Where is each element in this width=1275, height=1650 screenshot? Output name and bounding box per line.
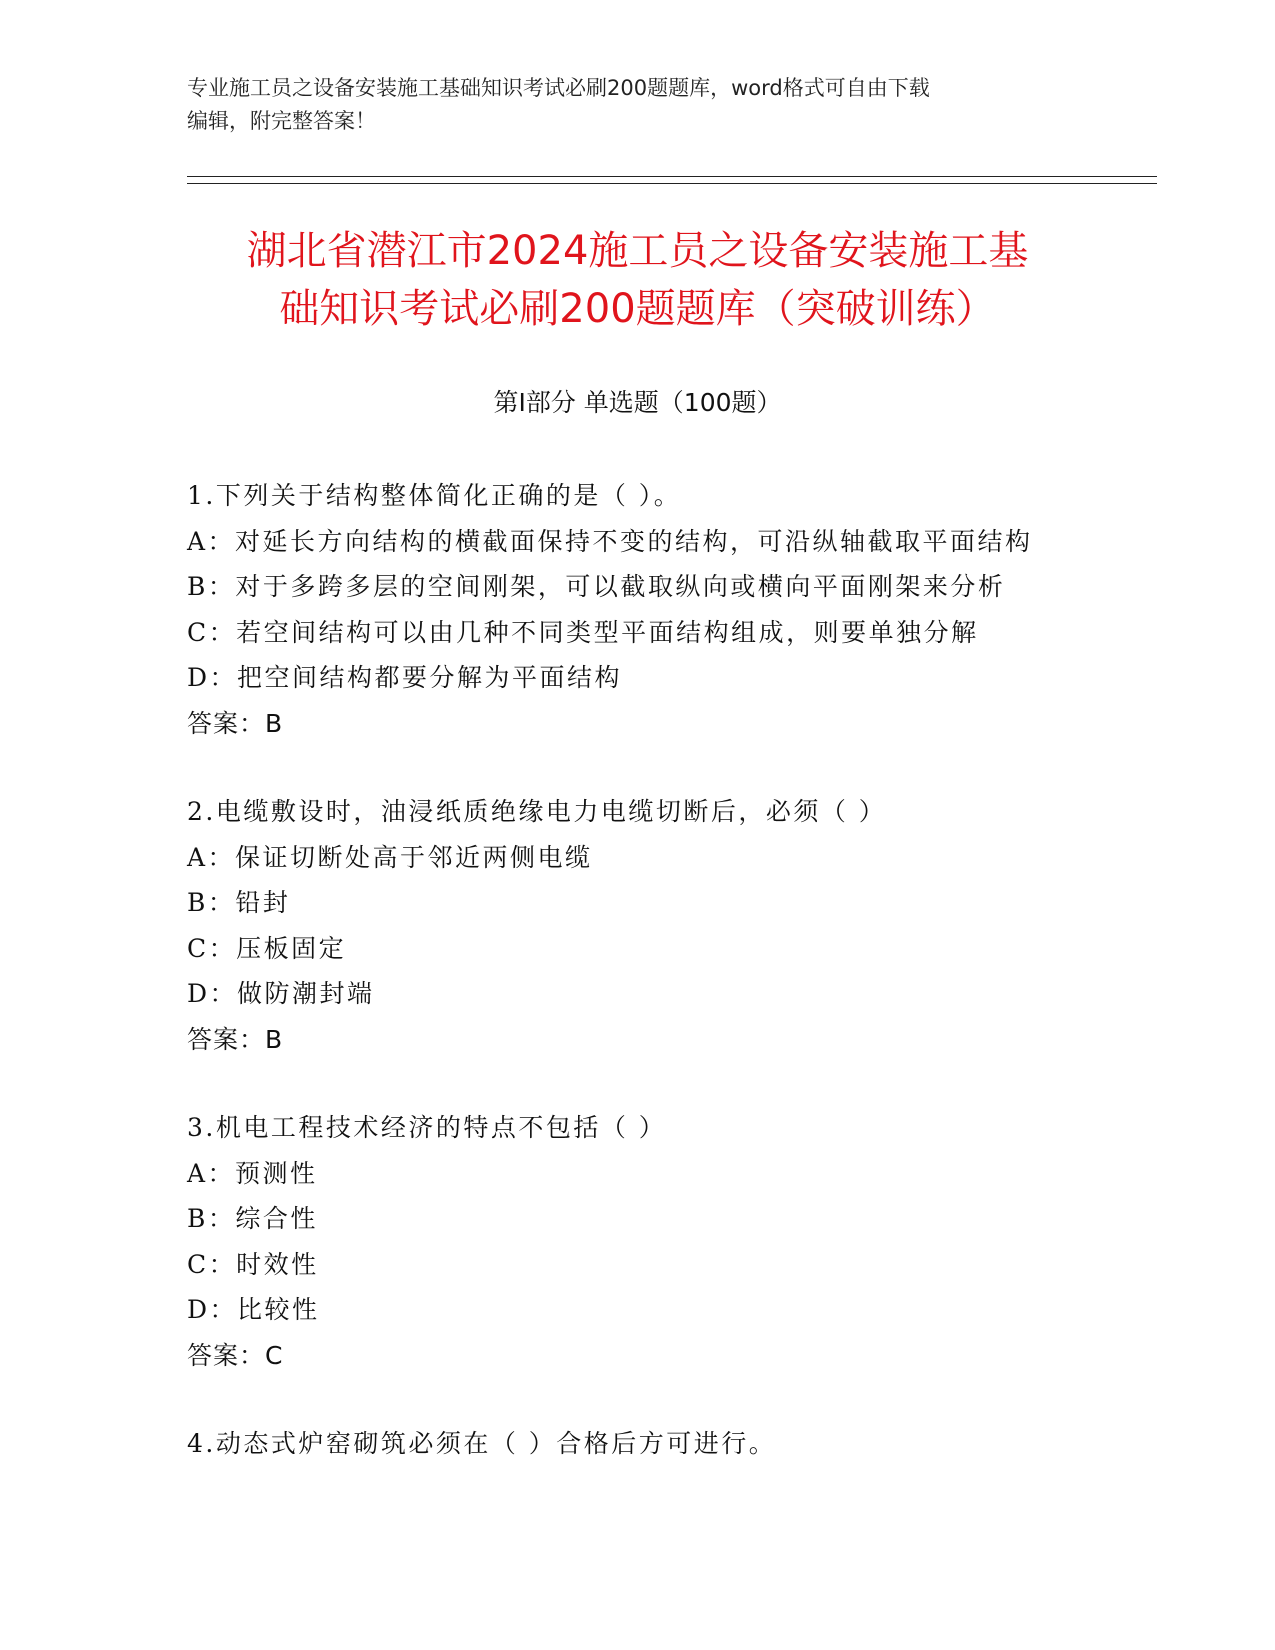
question-stem: 2.电缆敷设时，油浸纸质绝缘电力电缆切断后，必须（ ） xyxy=(187,797,887,826)
question-stem: 3.机电工程技术经济的特点不包括（ ） xyxy=(187,1113,667,1142)
option-a: A：对延长方向结构的横截面保持不变的结构，可沿纵轴截取平面结构 xyxy=(187,526,1033,556)
option-b: B：铅封 xyxy=(187,888,291,917)
option-a: A：保证切断处高于邻近两侧电缆 xyxy=(187,842,593,872)
answer: 答案：B xyxy=(187,1024,284,1054)
document-title xyxy=(150,222,1125,338)
option-a: A：预测性 xyxy=(187,1158,318,1188)
header-note-line-1: 专业施工员之设备安装施工基础知识考试必刷200题题库，word格式可自由下载 xyxy=(187,76,930,100)
header-note xyxy=(187,72,1087,138)
question-3 xyxy=(187,1105,1147,1378)
option-d: D：做防潮封端 xyxy=(187,979,375,1008)
question-list xyxy=(187,473,1147,1510)
document-title-line-1: 湖北省潜江市2024施工员之设备安装施工基 xyxy=(246,228,1029,274)
option-d: D：把空间结构都要分解为平面结构 xyxy=(187,663,623,692)
option-c: C：若空间结构可以由几种不同类型平面结构组成，则要单独分解 xyxy=(187,617,979,647)
answer: 答案：B xyxy=(187,708,284,738)
option-b: B：综合性 xyxy=(187,1204,318,1233)
document-title-line-2: 础知识考试必刷200题题库（突破训练） xyxy=(279,286,996,332)
question-4 xyxy=(187,1421,1147,1467)
option-d: D：比较性 xyxy=(187,1295,320,1324)
question-2 xyxy=(187,789,1147,1062)
option-c: C：压板固定 xyxy=(187,933,347,963)
header-divider xyxy=(187,176,1157,184)
option-b: B：对于多跨多层的空间刚架，可以截取纵向或横向平面刚架来分析 xyxy=(187,572,1006,601)
option-c: C：时效性 xyxy=(187,1249,319,1279)
header-note-line-2: 编辑，附完整答案！ xyxy=(187,109,376,133)
question-stem: 4.动态式炉窑砌筑必须在（ ）合格后方可进行。 xyxy=(187,1429,777,1458)
question-1 xyxy=(187,473,1147,746)
question-stem: 1.下列关于结构整体简化正确的是（ ）。 xyxy=(187,481,682,510)
section-title: 第Ⅰ部分 单选题（100题） xyxy=(493,388,782,417)
answer: 答案：C xyxy=(187,1340,284,1370)
